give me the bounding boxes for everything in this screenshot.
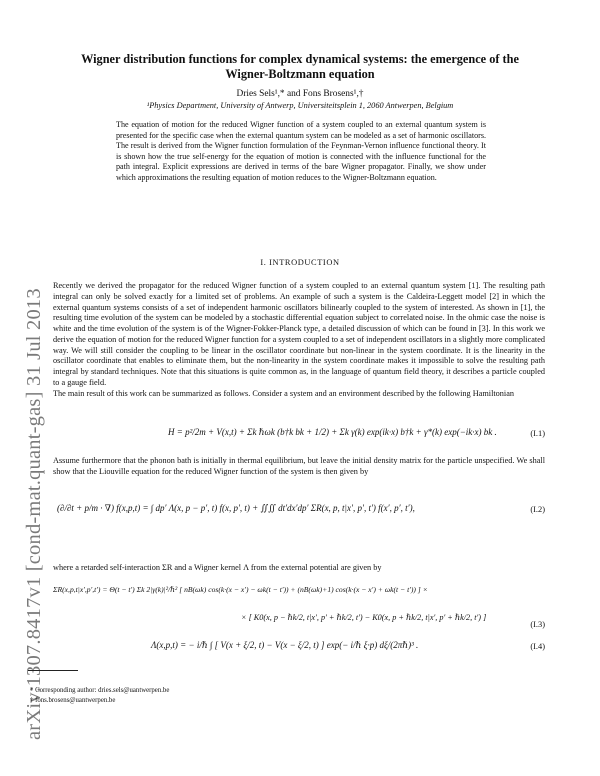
equation-body: (∂/∂t + p/m · ∇) f(x,p,t) = ∫ dp′ Λ(x, p − p′, t) f(x, p′, t) + ∬∬ dt′dx′dp′ ΣR(x, p, t|x′, p′, t′) f(x′, p′, t′), xyxy=(57,503,415,513)
equation-body-line2: × [ K0(x, p − ℏk/2, t|x′, p′ + ℏk/2, t′) − K0(x, p + ℏk/2, t|x′, p′ + ℏk/2, t′) ] xyxy=(241,613,487,622)
paragraph-main-result: The main result of this work can be summarized as follows. Consider a system and an environment described by the following Hamiltonian xyxy=(53,389,514,398)
equation-body-line1: ΣR(x,p,t|x′,p′,t′) = Θ(t − t′) Σk 2|γ(k)|²/ℏ² [ nB(ωk) cos(k·(x − x′) − ωk(t − t′)) + (nB(ωk)+1) cos(k·(x − x′) + ωk(t − t′)) ] × xyxy=(53,585,428,594)
equation-self-energy xyxy=(53,575,545,633)
footnote-rule xyxy=(28,670,78,671)
footnote-second-author: † fons.brosens@uantwerpen.be xyxy=(30,697,116,704)
paper-authors: Dries Sels¹,* and Fons Brosens¹,† xyxy=(236,89,364,99)
paragraph-intro: Recently we derived the propagator for the reduced Wigner function of a system coupled to an external quantum system [1]. The resulting path integral can only be solved exactly for a limited set of problems. An example of such a system is the Caldeira-Leggett model [2] in which the external quantum systems consists of a set of independent harmonic oscillators bilinearly coupled to the system of interested. As shown in [1], the resulting time evolution of the system can be modeled by a stochastic differential equation subject to correlated noise. In the ohmic case the noise is white and the time evolution of the system is of the Wigner-Fokker-Planck type, a detailed discussion of which can be found in [3]. In this work we derive the equation of motion for the reduced Wigner function for a system coupled to a set of independent oscillators in a slightly more complicated way. We will still consider the coupling to be linear in the oscillator coordinate but non-linear in the system coordinate. It is the linearity in the oscillator coordinate that enables to eliminate them, but the non-linearity in the system coordinate makes it impossible to solve the resulting path integral by standard techniques. Note that this situations is quite common as, in the language of quantum field theory, it describes a particle coupled to a gauge field. xyxy=(53,281,545,387)
paper-affiliation: ¹Physics Department, University of Antwerp, Universiteitsplein 1, 2060 Antwerpen, Belgium xyxy=(146,101,454,110)
paragraph-self-interaction: where a retarded self-interaction ΣR and a Wigner kernel Λ from the external potential are given by xyxy=(53,563,382,572)
equation-body: Λ(x,p,t) = − i/ℏ ∫ [ V(x + ξ/2, t) − V(x − ξ/2, t) ] exp(− i/ℏ ξ·p) dξ/(2πℏ)³ . xyxy=(151,640,419,650)
paper-abstract: The equation of motion for the reduced Wigner function of a system coupled to an external quantum system is presented for the specific case when the external quantum system can be modeled as a set of harmonic oscillators. The result is derived from the Wigner function formulation of the Feynman-Vernon influence functional theory. It is shown how the true self-energy for the equation of motion is connected with the influence functional for the path integral. Explicit expressions are derived in terms of the bare Wigner propagator. Finally, we show under which approximations the resulting equation of motion reduces to the Wigner-Boltzmann equation. xyxy=(116,120,486,182)
equation-number: (I.4) xyxy=(530,642,545,651)
arxiv-stamp xyxy=(8,150,45,740)
equation-liouville xyxy=(53,497,545,525)
equation-wigner-kernel xyxy=(53,632,545,662)
equation-number: (I.1) xyxy=(530,429,545,438)
equation-hamiltonian xyxy=(53,424,545,448)
paragraph-assumption: Assume furthermore that the phonon bath is initially in thermal equilibrium, but leave the initial density matrix for the particle unspecified. We shall show that the Liouville equation for the reduced Wigner function of the system is then given by xyxy=(53,456,545,476)
equation-number: (I.2) xyxy=(530,505,545,514)
paper-title: Wigner distribution functions for complex dynamical systems: the emergence of the Wigner-Boltzmann equation xyxy=(81,52,519,81)
footnote-corresponding-author: * Corresponding author: dries.sels@uantwerpen.be xyxy=(30,687,170,694)
arxiv-stamp-text: arXiv:1307.8417v1 [cond-mat.quant-gas] 31 Jul 2013 xyxy=(23,288,45,740)
section-heading: I. INTRODUCTION xyxy=(260,258,340,267)
equation-number: (I.3) xyxy=(530,620,545,629)
equation-body: H = p²/2m + V(x,t) + Σk ℏωk (b†k bk + 1/2) + Σk γ(k) exp(ik·x) b†k + γ*(k) exp(−ik·x) bk . xyxy=(168,427,497,437)
